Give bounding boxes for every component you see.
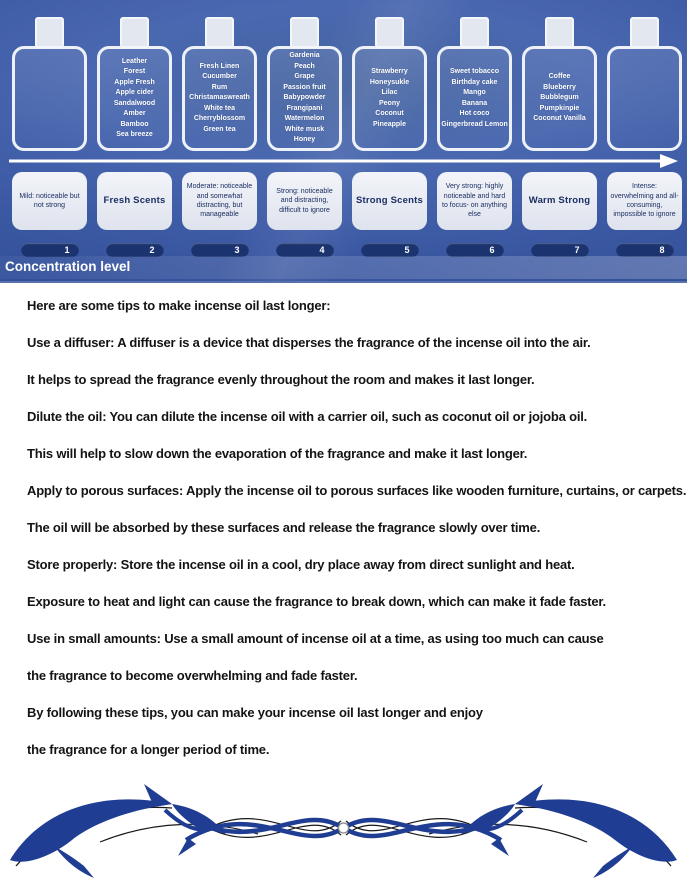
level-pill-4: 4 (276, 243, 334, 257)
flourish-center-circle (339, 823, 349, 833)
scale-card-6 (437, 172, 512, 230)
scent-name: Coffee (548, 73, 571, 81)
tip-line: Dilute the oil: You can dilute the incense oil with a carrier oil, such as coconut oil or jojoba oil. (27, 409, 588, 424)
flourish-graphic (0, 780, 687, 879)
level-pill-6: 6 (446, 243, 504, 257)
bottle-cap (120, 17, 149, 48)
scent-name: Watermelon (284, 115, 325, 123)
scent-name: Fresh Linen (199, 62, 240, 70)
level-pill-2: 2 (106, 243, 164, 257)
pill-slot (267, 243, 342, 257)
scent-name: Coconut Vanilla (533, 115, 586, 123)
scale-card-text: Warm Strong (528, 195, 591, 207)
bottle-cap (630, 17, 659, 48)
scent-name: Coconut (375, 110, 404, 117)
level-pill-7: 7 (531, 243, 589, 257)
scent-name: Christamaswreath (189, 94, 250, 102)
tip-line: Use a diffuser: A diffuser is a device that disperses the fragrance of the incense oil into the air. (27, 335, 591, 350)
scent-name: Blueberry (543, 83, 576, 91)
scent-name: Banana (461, 99, 488, 107)
intensity-arrow (0, 153, 687, 169)
scent-name: Bamboo (120, 120, 149, 128)
scent-name: Rum (211, 83, 228, 91)
scent-bottle-2 (97, 17, 172, 151)
scent-name: White musk (284, 125, 325, 133)
scale-card-3 (182, 172, 257, 230)
tips-section (0, 283, 687, 757)
scent-name: Forest (123, 68, 146, 75)
pill-slot (522, 243, 597, 257)
tip-line: This will help to slow down the evaporation of the fragrance and make it last longer. (27, 446, 528, 461)
scent-name: Pumpkinpie (539, 104, 580, 112)
scale-card-1 (12, 172, 87, 230)
bottle-body (97, 46, 172, 151)
bottle-cap (545, 17, 574, 48)
scent-name: Passion fruit (283, 83, 326, 91)
scent-name: Strawberry (371, 68, 408, 75)
level-pill-5: 5 (361, 243, 419, 257)
scent-name: Cherryblossom (193, 115, 246, 123)
level-pills-row (12, 243, 682, 257)
bottle-body (607, 46, 682, 151)
pill-slot (352, 243, 427, 257)
scent-name: Sea breeze (116, 131, 153, 138)
scent-name: Cucumber (202, 73, 237, 81)
scent-name: Green tea (203, 125, 236, 133)
scent-name: Sandalwood (113, 99, 156, 107)
scent-name: Grape (294, 73, 315, 81)
scent-name: Peach (294, 62, 315, 70)
scent-name: Hot coco (459, 110, 490, 117)
scale-card-2 (97, 172, 172, 230)
pill-slot (182, 243, 257, 257)
pill-slot (97, 243, 172, 257)
scent-name: Honey (293, 136, 316, 144)
bottle-body (267, 46, 342, 151)
tip-line: the fragrance for a longer period of time. (27, 742, 270, 757)
pill-slot (607, 243, 682, 257)
bottle-cap (375, 17, 404, 48)
tip-line: By following these tips, you can make your incense oil last longer and enjoy (27, 705, 483, 720)
scent-name: Birthday cake (451, 78, 498, 86)
scent-name: Honeysukle (369, 78, 410, 86)
scent-name: Babypowder (283, 94, 326, 102)
scent-panel (0, 0, 687, 283)
tip-line: the fragrance to become overwhelming and fade faster. (27, 668, 358, 683)
scale-card-8 (607, 172, 682, 230)
scent-name: White tea (203, 104, 236, 112)
scent-name: Apple Fresh (114, 78, 155, 86)
scale-card-text: Mild: noticeable but not strong (19, 192, 80, 209)
scale-card-text: Moderate: noticeable and somewhat distracting, but manageable (186, 183, 253, 219)
bottle-body (522, 46, 597, 151)
scale-card-text: Intense: overwhelming and all-consuming, impossible to ignore (610, 183, 679, 219)
scent-bottle-3 (182, 17, 257, 151)
scent-bottle-8 (607, 17, 682, 151)
concentration-level-title: Concentration level (0, 256, 687, 279)
level-pill-1: 1 (21, 243, 79, 257)
scent-name: Amber (123, 110, 146, 117)
scent-bottle-5 (352, 17, 427, 151)
scent-bottle-4 (267, 17, 342, 151)
bottle-body (12, 46, 87, 151)
bottle-cap (35, 17, 64, 48)
bottle-cap (460, 17, 489, 48)
bottle-body (182, 46, 257, 151)
bottles-row (12, 17, 682, 151)
scent-name: Lilac (381, 89, 398, 96)
scent-name: Mango (463, 89, 486, 96)
tip-line: Here are some tips to make incense oil last longer: (27, 298, 331, 313)
scent-bottle-7 (522, 17, 597, 151)
scent-bottle-6 (437, 17, 512, 151)
scale-card-text: Very strong: highly noticeable and hard to focus- on anything else (442, 183, 507, 219)
right-arrow-icon (0, 153, 687, 169)
scent-name: Frangipani (286, 104, 323, 112)
scent-name: Gardenia (289, 52, 320, 60)
bottle-cap (205, 17, 234, 48)
scale-card-text: Strong Scents (356, 195, 423, 207)
level-pill-3: 3 (191, 243, 249, 257)
scale-card-text: Strong: noticeable and distracting, difficult to ignore (276, 187, 333, 214)
tip-line: Apply to porous surfaces: Apply the incense oil to porous surfaces like wooden furniture, curtains, or carpets. (27, 483, 687, 498)
scale-card-5 (352, 172, 427, 230)
pill-slot (437, 243, 512, 257)
scent-name: Sweet tobacco (449, 68, 499, 75)
scale-card-4 (267, 172, 342, 230)
scent-bottle-1 (12, 17, 87, 151)
scent-name: Apple cider (115, 89, 154, 96)
pill-slot (12, 243, 87, 257)
scent-name: Gingerbread Lemon (441, 120, 508, 128)
bottle-cap (290, 17, 319, 48)
tip-line: Use in small amounts: Use a small amount of incense oil at a time, as using too much can cause (27, 631, 604, 646)
scent-name: Bubblegum (540, 94, 579, 102)
tip-line: Store properly: Store the incense oil in a cool, dry place away from direct sunlight and heat. (27, 557, 575, 572)
scale-cards-row (12, 172, 682, 230)
scent-name: Leather (121, 57, 148, 65)
scent-name: Pineapple (372, 120, 407, 128)
tip-line: The oil will be absorbed by these surfaces and release the fragrance slowly over time. (27, 520, 541, 535)
scale-card-text: Fresh Scents (103, 195, 166, 207)
scale-card-7 (522, 172, 597, 230)
scent-name: Peony (378, 99, 400, 107)
bottle-body (437, 46, 512, 151)
tip-line: Exposure to heat and light can cause the fragrance to break down, which can make it fade faster. (27, 594, 606, 609)
tip-line: It helps to spread the fragrance evenly throughout the room and makes it last longer. (27, 372, 535, 387)
bottle-body (352, 46, 427, 151)
level-pill-8: 8 (616, 243, 674, 257)
